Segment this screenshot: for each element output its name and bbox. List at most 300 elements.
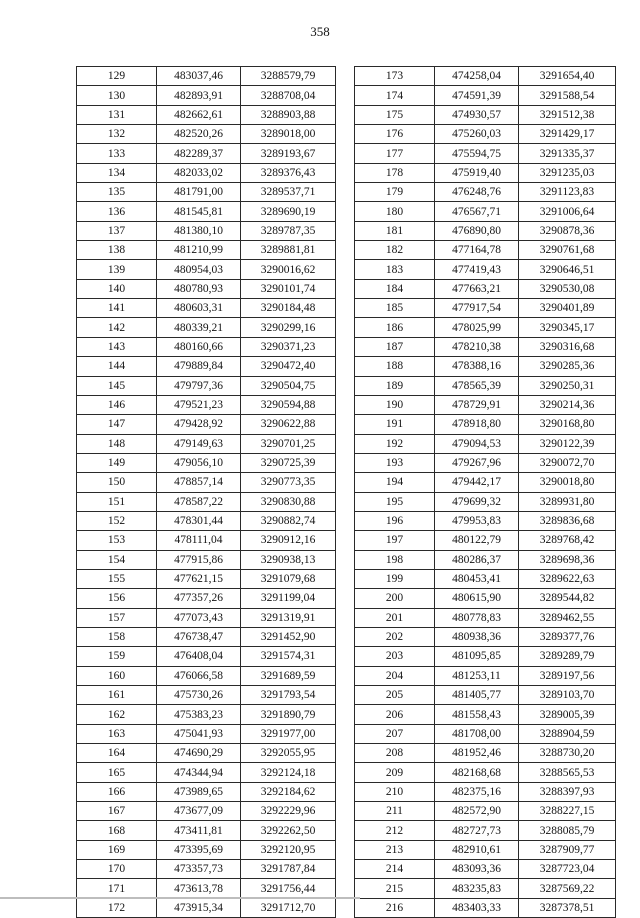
x-coordinate-cell: 481558,43 (435, 705, 519, 724)
x-coordinate-cell: 473395,69 (157, 840, 241, 859)
table-row (77, 821, 336, 840)
x-coordinate-cell: 477917,54 (435, 299, 519, 318)
table-row (355, 550, 616, 569)
table-row (355, 279, 616, 298)
point-number-cell: 186 (355, 318, 435, 337)
x-coordinate-cell: 481545,81 (157, 202, 241, 221)
table-row (77, 86, 336, 105)
x-coordinate-cell: 480286,37 (435, 550, 519, 569)
point-number-cell: 135 (77, 183, 157, 202)
x-coordinate-cell: 478025,99 (435, 318, 519, 337)
y-coordinate-cell: 3291588,54 (519, 86, 616, 105)
table-row (77, 647, 336, 666)
table-row (355, 802, 616, 821)
table-row (355, 782, 616, 801)
y-coordinate-cell: 3290594,88 (241, 395, 336, 414)
y-coordinate-cell: 3290101,74 (241, 279, 336, 298)
point-number-cell: 158 (77, 627, 157, 646)
y-coordinate-cell: 3290016,62 (241, 260, 336, 279)
x-coordinate-cell: 479797,36 (157, 376, 241, 395)
x-coordinate-cell: 478301,44 (157, 511, 241, 530)
x-coordinate-cell: 474344,94 (157, 763, 241, 782)
x-coordinate-cell: 475260,03 (435, 125, 519, 144)
point-number-cell: 142 (77, 318, 157, 337)
point-number-cell: 197 (355, 531, 435, 550)
y-coordinate-cell: 3289537,71 (241, 183, 336, 202)
point-number-cell: 180 (355, 202, 435, 221)
point-number-cell: 167 (77, 802, 157, 821)
y-coordinate-cell: 3291890,79 (241, 705, 336, 724)
point-number-cell: 161 (77, 686, 157, 705)
x-coordinate-cell: 473989,65 (157, 782, 241, 801)
table-row (77, 163, 336, 182)
table-row (355, 299, 616, 318)
table-row (355, 763, 616, 782)
table-row (77, 627, 336, 646)
table-row (355, 125, 616, 144)
point-number-cell: 187 (355, 337, 435, 356)
y-coordinate-cell: 3291335,37 (519, 144, 616, 163)
x-coordinate-cell: 480453,41 (435, 569, 519, 588)
point-number-cell: 140 (77, 279, 157, 298)
point-number-cell: 136 (77, 202, 157, 221)
y-coordinate-cell: 3289698,36 (519, 550, 616, 569)
x-coordinate-cell: 481253,11 (435, 666, 519, 685)
point-number-cell: 198 (355, 550, 435, 569)
table-row (355, 202, 616, 221)
x-coordinate-cell: 473915,34 (157, 898, 241, 917)
x-coordinate-cell: 480615,90 (435, 589, 519, 608)
y-coordinate-cell: 3290184,48 (241, 299, 336, 318)
table-row (77, 879, 336, 898)
table-row (355, 453, 616, 472)
x-coordinate-cell: 479094,53 (435, 434, 519, 453)
y-coordinate-cell: 3291123,83 (519, 183, 616, 202)
x-coordinate-cell: 476890,80 (435, 221, 519, 240)
y-coordinate-cell: 3290371,23 (241, 337, 336, 356)
table-row (77, 860, 336, 879)
x-coordinate-cell: 476567,71 (435, 202, 519, 221)
x-coordinate-cell: 482168,68 (435, 763, 519, 782)
table-row (355, 337, 616, 356)
point-number-cell: 213 (355, 840, 435, 859)
x-coordinate-cell: 476408,04 (157, 647, 241, 666)
table-row (77, 724, 336, 743)
table-row (355, 898, 616, 917)
x-coordinate-cell: 475041,93 (157, 724, 241, 743)
table-row (77, 608, 336, 627)
x-coordinate-cell: 481095,85 (435, 647, 519, 666)
point-number-cell: 201 (355, 608, 435, 627)
x-coordinate-cell: 478918,80 (435, 415, 519, 434)
y-coordinate-cell: 3288397,93 (519, 782, 616, 801)
y-coordinate-cell: 3291199,04 (241, 589, 336, 608)
x-coordinate-cell: 474930,57 (435, 105, 519, 124)
point-number-cell: 211 (355, 802, 435, 821)
x-coordinate-cell: 478210,38 (435, 337, 519, 356)
point-number-cell: 162 (77, 705, 157, 724)
y-coordinate-cell: 3288565,53 (519, 763, 616, 782)
table-row (355, 67, 616, 86)
table-row (77, 144, 336, 163)
point-number-cell: 138 (77, 241, 157, 260)
table-row (77, 569, 336, 588)
point-number-cell: 175 (355, 105, 435, 124)
table-row (77, 492, 336, 511)
x-coordinate-cell: 482662,61 (157, 105, 241, 124)
table-row (77, 782, 336, 801)
point-number-cell: 164 (77, 744, 157, 763)
table-row (77, 299, 336, 318)
table-row (77, 434, 336, 453)
table-row (77, 202, 336, 221)
x-coordinate-cell: 480122,79 (435, 531, 519, 550)
table-row (77, 376, 336, 395)
y-coordinate-cell: 3290285,36 (519, 357, 616, 376)
x-coordinate-cell: 482375,16 (435, 782, 519, 801)
point-number-cell: 132 (77, 125, 157, 144)
y-coordinate-cell: 3289462,55 (519, 608, 616, 627)
table-row (77, 511, 336, 530)
table-row (77, 221, 336, 240)
table-row (355, 879, 616, 898)
table-row (77, 898, 336, 917)
table-row (355, 357, 616, 376)
point-number-cell: 174 (355, 86, 435, 105)
point-number-cell: 163 (77, 724, 157, 743)
coordinates-table-right-body (355, 67, 616, 918)
point-number-cell: 215 (355, 879, 435, 898)
y-coordinate-cell: 3292120,95 (241, 840, 336, 859)
point-number-cell: 196 (355, 511, 435, 530)
x-coordinate-cell: 482572,90 (435, 802, 519, 821)
x-coordinate-cell: 473613,78 (157, 879, 241, 898)
x-coordinate-cell: 483235,83 (435, 879, 519, 898)
table-row (77, 395, 336, 414)
x-coordinate-cell: 474690,29 (157, 744, 241, 763)
table-row (355, 105, 616, 124)
x-coordinate-cell: 474591,39 (435, 86, 519, 105)
table-row (355, 647, 616, 666)
point-number-cell: 154 (77, 550, 157, 569)
point-number-cell: 178 (355, 163, 435, 182)
y-coordinate-cell: 3291977,00 (241, 724, 336, 743)
y-coordinate-cell: 3290773,35 (241, 473, 336, 492)
table-row (355, 395, 616, 414)
table-row (355, 569, 616, 588)
table-row (355, 221, 616, 240)
x-coordinate-cell: 476248,76 (435, 183, 519, 202)
x-coordinate-cell: 477419,43 (435, 260, 519, 279)
point-number-cell: 146 (77, 395, 157, 414)
table-row (355, 434, 616, 453)
x-coordinate-cell: 480778,83 (435, 608, 519, 627)
point-number-cell: 190 (355, 395, 435, 414)
table-row (77, 531, 336, 550)
x-coordinate-cell: 477663,21 (435, 279, 519, 298)
point-number-cell: 169 (77, 840, 157, 859)
y-coordinate-cell: 3291512,38 (519, 105, 616, 124)
point-number-cell: 199 (355, 569, 435, 588)
point-number-cell: 176 (355, 125, 435, 144)
point-number-cell: 177 (355, 144, 435, 163)
y-coordinate-cell: 3289018,00 (241, 125, 336, 144)
point-number-cell: 152 (77, 511, 157, 530)
point-number-cell: 139 (77, 260, 157, 279)
y-coordinate-cell: 3287723,04 (519, 860, 616, 879)
point-number-cell: 181 (355, 221, 435, 240)
point-number-cell: 172 (77, 898, 157, 917)
y-coordinate-cell: 3289690,19 (241, 202, 336, 221)
point-number-cell: 179 (355, 183, 435, 202)
point-number-cell: 204 (355, 666, 435, 685)
x-coordinate-cell: 473677,09 (157, 802, 241, 821)
x-coordinate-cell: 475594,75 (435, 144, 519, 163)
y-coordinate-cell: 3291452,90 (241, 627, 336, 646)
x-coordinate-cell: 482727,73 (435, 821, 519, 840)
table-row (77, 183, 336, 202)
point-number-cell: 153 (77, 531, 157, 550)
y-coordinate-cell: 3290018,80 (519, 473, 616, 492)
x-coordinate-cell: 477621,15 (157, 569, 241, 588)
y-coordinate-cell: 3291429,17 (519, 125, 616, 144)
y-coordinate-cell: 3291079,68 (241, 569, 336, 588)
table-row (355, 183, 616, 202)
y-coordinate-cell: 3289836,68 (519, 511, 616, 530)
x-coordinate-cell: 481210,99 (157, 241, 241, 260)
point-number-cell: 207 (355, 724, 435, 743)
table-row (355, 860, 616, 879)
y-coordinate-cell: 3288904,59 (519, 724, 616, 743)
y-coordinate-cell: 3290472,40 (241, 357, 336, 376)
y-coordinate-cell: 3290646,51 (519, 260, 616, 279)
y-coordinate-cell: 3287378,51 (519, 898, 616, 917)
point-number-cell: 193 (355, 453, 435, 472)
table-row (355, 415, 616, 434)
table-row (77, 125, 336, 144)
y-coordinate-cell: 3289768,42 (519, 531, 616, 550)
table-row (355, 744, 616, 763)
table-row (355, 144, 616, 163)
table-row (77, 279, 336, 298)
x-coordinate-cell: 477915,86 (157, 550, 241, 569)
y-coordinate-cell: 3291654,40 (519, 67, 616, 86)
x-coordinate-cell: 477357,26 (157, 589, 241, 608)
y-coordinate-cell: 3290299,16 (241, 318, 336, 337)
table-row (355, 260, 616, 279)
y-coordinate-cell: 3288730,20 (519, 744, 616, 763)
y-coordinate-cell: 3290882,74 (241, 511, 336, 530)
point-number-cell: 129 (77, 67, 157, 86)
point-number-cell: 183 (355, 260, 435, 279)
x-coordinate-cell: 482289,37 (157, 144, 241, 163)
table-row (355, 511, 616, 530)
point-number-cell: 182 (355, 241, 435, 260)
x-coordinate-cell: 482520,26 (157, 125, 241, 144)
x-coordinate-cell: 479953,83 (435, 511, 519, 530)
x-coordinate-cell: 477073,43 (157, 608, 241, 627)
x-coordinate-cell: 478729,91 (435, 395, 519, 414)
x-coordinate-cell: 475919,40 (435, 163, 519, 182)
point-number-cell: 159 (77, 647, 157, 666)
point-number-cell: 137 (77, 221, 157, 240)
y-coordinate-cell: 3289103,70 (519, 686, 616, 705)
y-coordinate-cell: 3291689,59 (241, 666, 336, 685)
point-number-cell: 171 (77, 879, 157, 898)
table-row (77, 337, 336, 356)
table-row (355, 531, 616, 550)
y-coordinate-cell: 3290401,89 (519, 299, 616, 318)
point-number-cell: 184 (355, 279, 435, 298)
point-number-cell: 200 (355, 589, 435, 608)
y-coordinate-cell: 3289289,79 (519, 647, 616, 666)
point-number-cell: 157 (77, 608, 157, 627)
table-row (355, 86, 616, 105)
x-coordinate-cell: 473357,73 (157, 860, 241, 879)
table-row (77, 744, 336, 763)
x-coordinate-cell: 482893,91 (157, 86, 241, 105)
x-coordinate-cell: 481405,77 (435, 686, 519, 705)
y-coordinate-cell: 3290725,39 (241, 453, 336, 472)
table-row (77, 550, 336, 569)
point-number-cell: 170 (77, 860, 157, 879)
table-row (77, 686, 336, 705)
x-coordinate-cell: 478111,04 (157, 531, 241, 550)
y-coordinate-cell: 3292124,18 (241, 763, 336, 782)
y-coordinate-cell: 3290878,36 (519, 221, 616, 240)
table-row (355, 376, 616, 395)
point-number-cell: 151 (77, 492, 157, 511)
y-coordinate-cell: 3289544,82 (519, 589, 616, 608)
table-row (355, 492, 616, 511)
point-number-cell: 144 (77, 357, 157, 376)
page-number: 358 (310, 24, 330, 39)
point-number-cell: 147 (77, 415, 157, 434)
y-coordinate-cell: 3291756,44 (241, 879, 336, 898)
table-row (355, 840, 616, 859)
y-coordinate-cell: 3290938,13 (241, 550, 336, 569)
y-coordinate-cell: 3291574,31 (241, 647, 336, 666)
x-coordinate-cell: 481952,46 (435, 744, 519, 763)
table-row (77, 763, 336, 782)
y-coordinate-cell: 3287909,77 (519, 840, 616, 859)
x-coordinate-cell: 479267,96 (435, 453, 519, 472)
x-coordinate-cell: 479056,10 (157, 453, 241, 472)
coordinates-table-left (76, 66, 336, 918)
x-coordinate-cell: 483403,33 (435, 898, 519, 917)
y-coordinate-cell: 3291712,70 (241, 898, 336, 917)
y-coordinate-cell: 3290701,25 (241, 434, 336, 453)
x-coordinate-cell: 480603,31 (157, 299, 241, 318)
point-number-cell: 212 (355, 821, 435, 840)
y-coordinate-cell: 3288579,79 (241, 67, 336, 86)
y-coordinate-cell: 3287569,22 (519, 879, 616, 898)
point-number-cell: 185 (355, 299, 435, 318)
table-row (77, 589, 336, 608)
y-coordinate-cell: 3291787,84 (241, 860, 336, 879)
table-row (355, 821, 616, 840)
x-coordinate-cell: 481708,00 (435, 724, 519, 743)
scan-edge-line (0, 897, 360, 899)
y-coordinate-cell: 3289197,56 (519, 666, 616, 685)
y-coordinate-cell: 3288708,04 (241, 86, 336, 105)
table-row (355, 666, 616, 685)
table-row (77, 666, 336, 685)
table-row (355, 608, 616, 627)
x-coordinate-cell: 474258,04 (435, 67, 519, 86)
x-coordinate-cell: 480780,93 (157, 279, 241, 298)
x-coordinate-cell: 478565,39 (435, 376, 519, 395)
point-number-cell: 195 (355, 492, 435, 511)
x-coordinate-cell: 482033,02 (157, 163, 241, 182)
table-row (77, 453, 336, 472)
x-coordinate-cell: 478388,16 (435, 357, 519, 376)
point-number-cell: 156 (77, 589, 157, 608)
y-coordinate-cell: 3290214,36 (519, 395, 616, 414)
x-coordinate-cell: 483093,36 (435, 860, 519, 879)
point-number-cell: 168 (77, 821, 157, 840)
point-number-cell: 214 (355, 860, 435, 879)
y-coordinate-cell: 3292262,50 (241, 821, 336, 840)
point-number-cell: 165 (77, 763, 157, 782)
table-row (355, 724, 616, 743)
point-number-cell: 203 (355, 647, 435, 666)
x-coordinate-cell: 473411,81 (157, 821, 241, 840)
y-coordinate-cell: 3290830,88 (241, 492, 336, 511)
table-row (355, 686, 616, 705)
point-number-cell: 189 (355, 376, 435, 395)
table-row (77, 473, 336, 492)
y-coordinate-cell: 3289787,35 (241, 221, 336, 240)
table-row (77, 318, 336, 337)
x-coordinate-cell: 479428,92 (157, 415, 241, 434)
x-coordinate-cell: 482910,61 (435, 840, 519, 859)
point-number-cell: 155 (77, 569, 157, 588)
table-row (355, 163, 616, 182)
x-coordinate-cell: 480938,36 (435, 627, 519, 646)
y-coordinate-cell: 3289005,39 (519, 705, 616, 724)
y-coordinate-cell: 3291006,64 (519, 202, 616, 221)
x-coordinate-cell: 475383,23 (157, 705, 241, 724)
y-coordinate-cell: 3290761,68 (519, 241, 616, 260)
point-number-cell: 166 (77, 782, 157, 801)
y-coordinate-cell: 3289622,63 (519, 569, 616, 588)
x-coordinate-cell: 479442,17 (435, 473, 519, 492)
y-coordinate-cell: 3291319,91 (241, 608, 336, 627)
point-number-cell: 209 (355, 763, 435, 782)
x-coordinate-cell: 479149,63 (157, 434, 241, 453)
y-coordinate-cell: 3289376,43 (241, 163, 336, 182)
point-number-cell: 150 (77, 473, 157, 492)
y-coordinate-cell: 3289377,76 (519, 627, 616, 646)
x-coordinate-cell: 479521,23 (157, 395, 241, 414)
y-coordinate-cell: 3290504,75 (241, 376, 336, 395)
y-coordinate-cell: 3288085,79 (519, 821, 616, 840)
point-number-cell: 216 (355, 898, 435, 917)
table-row (355, 589, 616, 608)
y-coordinate-cell: 3289881,81 (241, 241, 336, 260)
y-coordinate-cell: 3290122,39 (519, 434, 616, 453)
point-number-cell: 148 (77, 434, 157, 453)
point-number-cell: 194 (355, 473, 435, 492)
y-coordinate-cell: 3291235,03 (519, 163, 616, 182)
y-coordinate-cell: 3288227,15 (519, 802, 616, 821)
point-number-cell: 206 (355, 705, 435, 724)
x-coordinate-cell: 478587,22 (157, 492, 241, 511)
x-coordinate-cell: 479699,32 (435, 492, 519, 511)
point-number-cell: 191 (355, 415, 435, 434)
point-number-cell: 134 (77, 163, 157, 182)
